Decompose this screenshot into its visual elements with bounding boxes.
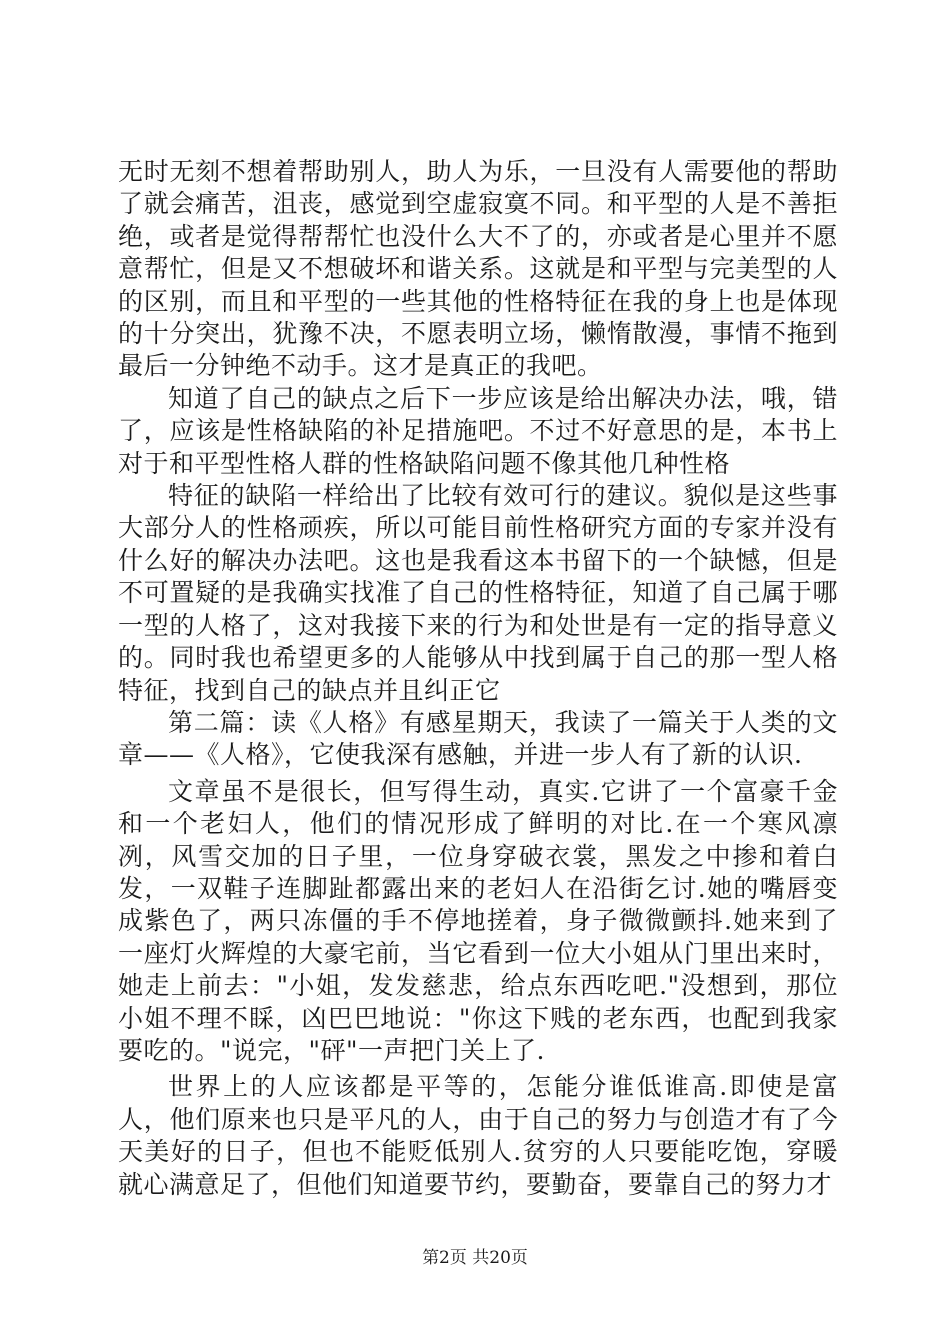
body-text — [118, 156, 838, 1201]
paragraph-4: 第二篇：读《人格》有感星期天，我读了一篇关于人类的文章——《人格》，它使我深有感触，并进一步人有了新的认识. — [118, 707, 838, 770]
paragraph-2: 知道了自己的缺点之后下一步应该是给出解决办法，哦，错了，应该是性格缺陷的补足措施吧。不过不好意思的是，本书上对于和平型性格人群的性格缺陷问题不像其他几种性格 — [118, 383, 838, 478]
page-footer: 第2页 共20页 — [422, 1248, 528, 1268]
paragraph-5: 文章虽不是很长，但写得生动，真实.它讲了一个富豪千金和一个老妇人，他们的情况形成了鲜明的对比.在一个寒风凛冽，风雪交加的日子里，一位身穿破衣裳，黑发之中掺和着白发，一双鞋子连脚趾都露出来的老妇人在沿街乞讨.她的嘴唇变成紫色了，两只冻僵的手不停地搓着，身子微微颤抖.她来到了一座灯火辉煌的大豪宅前，当它看到一位大小姐从门里出来时，她走上前去："小姐，发发慈悲，给点东西吃吧."没想到，那位小姐不理不睬，凶巴巴地说："你这下贱的老东西，也配到我家要吃的。"说完，"砰"一声把门关上了. — [118, 776, 838, 1065]
paragraph-6: 世界上的人应该都是平等的，怎能分谁低谁高.即使是富人，他们原来也只是平凡的人，由于自己的努力与创造才有了今天美好的日子，但也不能贬低别人.贫穷的人只要能吃饱，穿暖就心满意足了，但他们知道要节约，要勤奋，要靠自己的努力才 — [118, 1072, 838, 1199]
paragraph-1: 无时无刻不想着帮助别人，助人为乐，一旦没有人需要他的帮助了就会痛苦，沮丧，感觉到空虚寂寞不同。和平型的人是不善拒绝，或者是觉得帮帮忙也没什么大不了的，亦或者是心里并不愿意帮忙，但是又不想破坏和谐关系。这就是和平型与完美型的人的区别，而且和平型的一些其他的性格特征在我的身上也是体现的十分突出，犹豫不决，不愿表明立场，懒惰散漫，事情不拖到最后一分钟绝不动手。这才是真正的我吧。 — [118, 157, 838, 381]
paragraph-3: 特征的缺陷一样给出了比较有效可行的建议。貌似是这些事大部分人的性格顽疾，所以可能目前性格研究方面的专家并没有什么好的解决办法吧。这也是我看这本书留下的一个缺憾，但是不可置疑的是我确实找准了自己的性格特征，知道了自己属于哪一型的人格了，这对我接下来的行为和处世是有一定的指导意义的。同时我也希望更多的人能够从中找到属于自己的那一型人格特征，找到自己的缺点并且纠正它 — [118, 481, 838, 705]
